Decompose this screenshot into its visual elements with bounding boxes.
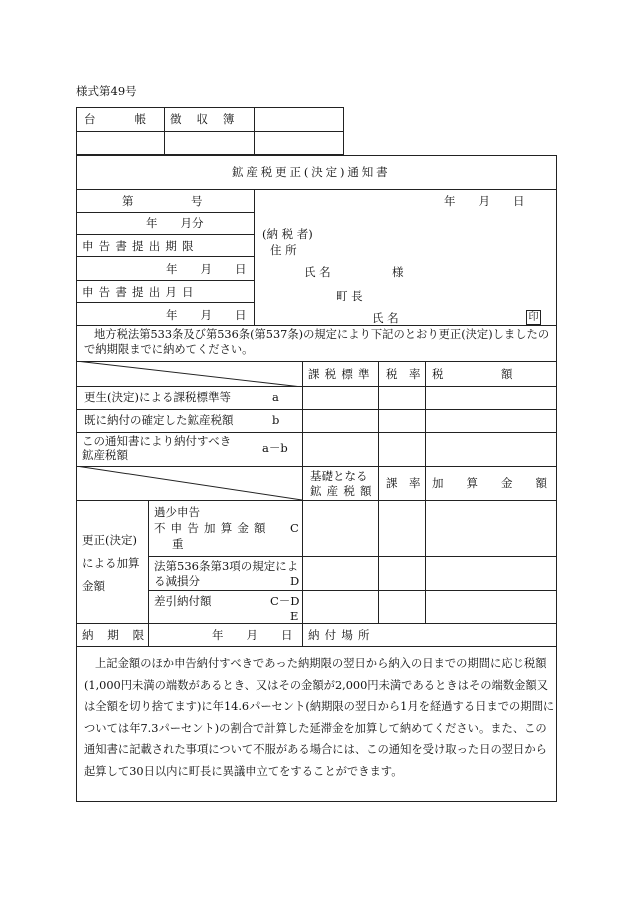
number-label: 第 号	[122, 194, 203, 208]
deadline-date: 年 月 日	[212, 628, 293, 642]
row-d-code: D	[290, 574, 300, 588]
name-label: 氏 名	[304, 265, 331, 279]
base-header-line1: 基礎となる	[310, 469, 368, 483]
row-b-label: 既に納付の確定した鉱産税額	[84, 413, 234, 427]
filing-date-value: 年 月 日	[166, 308, 247, 322]
group-label-2: による加算	[82, 556, 140, 570]
tax-base-header: 課税標準	[308, 367, 375, 381]
year-month-label: 年 月分	[146, 216, 204, 230]
row-cd-code: C－D	[270, 594, 300, 608]
row-b-code: b	[272, 413, 280, 427]
group-label-1: 更正(決定)	[82, 533, 137, 547]
page-title: 鉱産税更正(決定)通知書	[232, 165, 391, 179]
mayor-name-label: 氏 名	[372, 311, 399, 325]
payment-place-label: 納付場所	[308, 628, 375, 642]
filing-date-label: 申告書提出月日	[82, 285, 199, 299]
row-ab-code: a－b	[262, 441, 288, 455]
honorific: 様	[392, 265, 404, 279]
diagonal-line	[76, 361, 302, 387]
intro-text: 地方税法第533条及び第536条(第537条)の規定により下記のとおり更正(決定)しましたので納期限までに納めてください。	[84, 328, 550, 356]
non-filing-label: 不申告加算金額	[154, 521, 271, 535]
form-number: 様式第49号	[76, 84, 137, 98]
taxpayer-label: (納 税 者)	[262, 227, 313, 241]
notice-text: 上記金額のほか申告納付すべきであった納期限の翌日から納入の日までの期間に応じ税額(1,000円未満の端数があるとき、又はその金額が2,000円未満であるときはその端数金額又は全額を切り捨てます)に年14.6パーセント(納期限の翌日から1月を経過する日までの期間については年7.3パーセント)の割合で計算した延滞金を加算して納めてください。また、この通知書に記載された事項について不服がある場合には、この通知を受け取った日の翌日から起算して30日以内に町長に異議申立てをすることができます。	[84, 657, 555, 778]
tax-rate-header: 税 率	[386, 367, 421, 381]
understatement-label: 過少申告	[154, 505, 200, 519]
mayor-label: 町 長	[336, 289, 363, 303]
reduction-label-2: る減損分	[154, 574, 200, 588]
base-header-line2: 鉱産税額	[310, 484, 377, 498]
address-label: 住 所	[270, 243, 297, 257]
filing-deadline-date: 年 月 日	[166, 262, 247, 276]
diagonal-line	[76, 466, 302, 500]
notice-date: 年 月 日	[444, 194, 525, 208]
row-a-code: a	[272, 390, 279, 404]
row-ab-label-2: 鉱産税額	[82, 448, 128, 462]
group-label-3: 金額	[82, 579, 105, 593]
net-payment-label: 差引納付額	[154, 594, 212, 608]
row-c-code: C	[290, 521, 299, 535]
row-a-label: 更生(決定)による課税標準等	[84, 390, 231, 404]
row-ab-label: この通知書により納付すべき	[82, 434, 232, 448]
reduction-label-1: 法第536条第3項の規定によ	[154, 559, 299, 573]
ledger-label: 台 帳	[84, 112, 148, 126]
collection-book-label: 徴 収 簿	[170, 112, 237, 126]
row-e-code: E	[290, 609, 299, 623]
deadline-label: 納 期 限	[82, 628, 146, 642]
surcharge-amount-header: 加 算 金 額	[432, 476, 547, 490]
rate-header: 課 率	[386, 476, 421, 490]
seal-icon: 印	[526, 310, 541, 325]
tax-amount-header: 税 額	[432, 367, 513, 381]
filing-deadline-label: 申告書提出期限	[82, 239, 199, 253]
heavy-label: 重	[172, 537, 184, 551]
